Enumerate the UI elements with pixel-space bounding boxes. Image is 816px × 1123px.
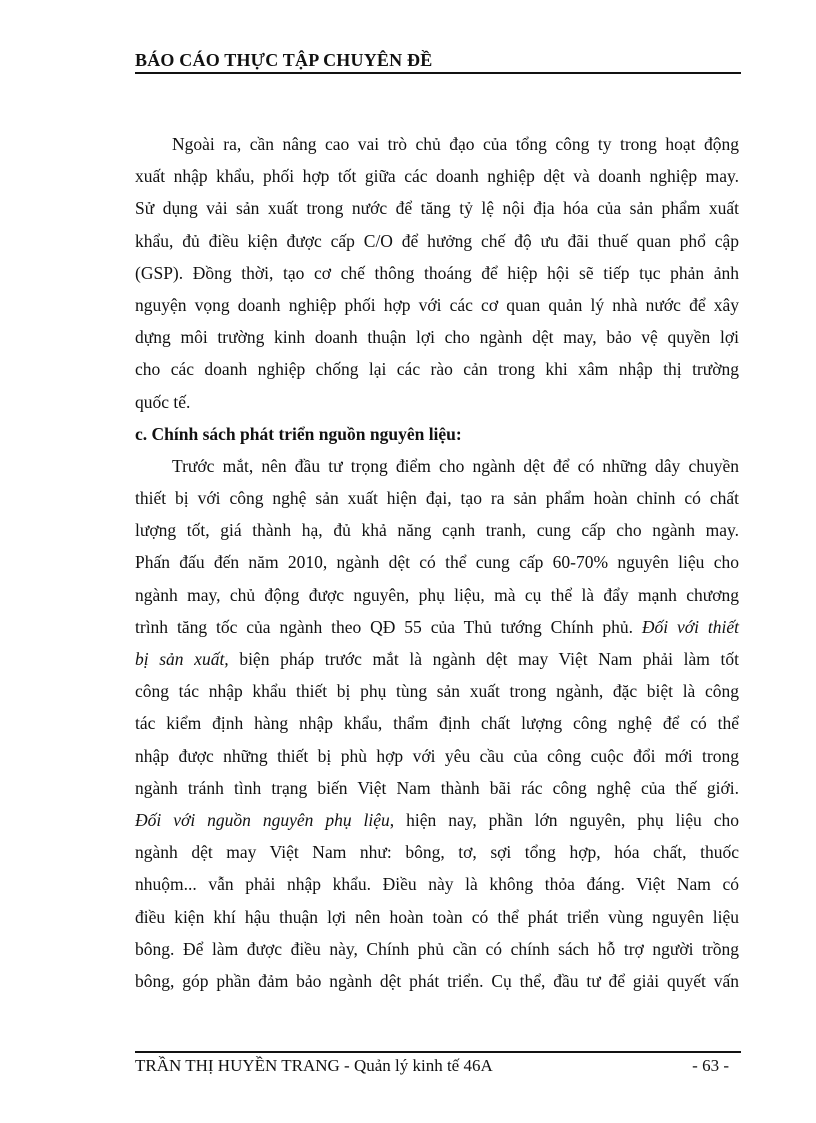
italic-phrase: bị sản xuất, [135, 649, 229, 669]
paragraph-line: Phấn đấu đến năm 2010, ngành dệt có thể cung cấp 60-70% nguyên liệu cho [135, 552, 739, 573]
paragraph-line [135, 643, 739, 675]
paragraph-line: nhập được những thiết bị phù hợp với yêu cầu của công cuộc đổi mới trong [135, 745, 739, 766]
line-text: trình tăng tốc của ngành theo QĐ 55 của Thủ tướng Chính phủ. [135, 616, 642, 637]
paragraph-line [135, 804, 739, 836]
paragraph-line: ngành tránh tình trạng biến Việt Nam thành bãi rác công nghệ của thế giới. [135, 777, 739, 798]
line-text: , hiện nay, phần lớn nguyên, phụ liệu cho [389, 809, 740, 830]
page-number: - 63 - [692, 1056, 729, 1075]
paragraph-line: khẩu, đủ điều kiện được cấp C/O để hưởng chế độ ưu đãi thuế quan phổ cập [135, 230, 739, 251]
italic-phrase: Đối với nguồn nguyên phụ liệu [135, 809, 390, 830]
paragraph-line: điều kiện khí hậu thuận lợi nên hoàn toàn có thể phát triển vùng nguyên liệu [135, 906, 739, 927]
paragraph-line: bông. Để làm được điều này, Chính phủ cần có chính sách hỗ trợ người trồng [135, 938, 739, 959]
paragraph-line: Ngoài ra, cần nâng cao vai trò chủ đạo của tổng công ty trong hoạt động [172, 134, 739, 154]
paragraph-line [135, 611, 739, 643]
header-title: BÁO CÁO THỰC TẬP CHUYÊN ĐỀ [135, 50, 433, 70]
paragraph-line: thiết bị với công nghệ sản xuất hiện đại, tạo ra sản phẩm hoàn chỉnh có chất [135, 488, 739, 509]
paragraph-line: xuất nhập khẩu, phối hợp tốt giữa các doanh nghiệp dệt và doanh nghiệp may. [135, 166, 739, 187]
paragraph-line: ngành dệt may Việt Nam như: bông, tơ, sợi tổng hợp, hóa chất, thuốc [135, 842, 739, 863]
paragraph-line: tác kiểm định hàng nhập khẩu, thẩm định chất lượng công nghệ để có thể [135, 713, 739, 734]
paragraph-line: nhuộm... vẫn phải nhập khẩu. Điều này là không thỏa đáng. Việt Nam có [135, 874, 739, 895]
footer-author: TRẦN THỊ HUYỀN TRANG - Quản lý kinh tế 46A [135, 1056, 493, 1075]
paragraph-line: nguyện vọng doanh nghiệp phối hợp với các cơ quan quản lý nhà nước để xây [135, 294, 739, 315]
page-footer [135, 1051, 741, 1079]
section-heading: c. Chính sách phát triển nguồn nguyên liệu: [135, 423, 462, 444]
paragraph-line: Trước mắt, nên đầu tư trọng điểm cho ngành dệt để có những dây chuyền [172, 455, 739, 476]
paragraph-line: lượng tốt, giá thành hạ, đủ khả năng cạnh tranh, cung cấp cho ngành may. [135, 520, 739, 541]
paragraph-line: cho các doanh nghiệp chống lại các rào cản trong khi xâm nhập thị trường [135, 359, 739, 380]
paragraph-line: ngành may, chủ động được nguyên, phụ liệu, mà cụ thể là đẩy mạnh chương [135, 584, 739, 605]
document-body [135, 128, 739, 997]
paragraph-line: (GSP). Đồng thời, tạo cơ chế thông thoáng để hiệp hội sẽ tiếp tục phản ảnh [135, 262, 739, 283]
paragraph-line: dựng môi trường kinh doanh thuận lợi cho ngành dệt may, bảo vệ quyền lợi [135, 327, 739, 348]
page-header [135, 48, 741, 74]
italic-phrase: Đối với thiết [641, 616, 739, 637]
line-text: biện pháp trước mắt là ngành dệt may Việt Nam phải làm tốt [228, 649, 739, 669]
paragraph-line: Sử dụng vải sản xuất trong nước để tăng tỷ lệ nội địa hóa của sản phẩm xuất [135, 198, 739, 219]
paragraph-line: quốc tế. [135, 391, 191, 412]
paragraph-line: bông, góp phần đảm bảo ngành dệt phát triển. Cụ thể, đầu tư để giải quyết vấn [135, 970, 739, 991]
paragraph-line: công tác nhập khẩu thiết bị phụ tùng sản xuất trong ngành, đặc biệt là công [135, 681, 739, 702]
